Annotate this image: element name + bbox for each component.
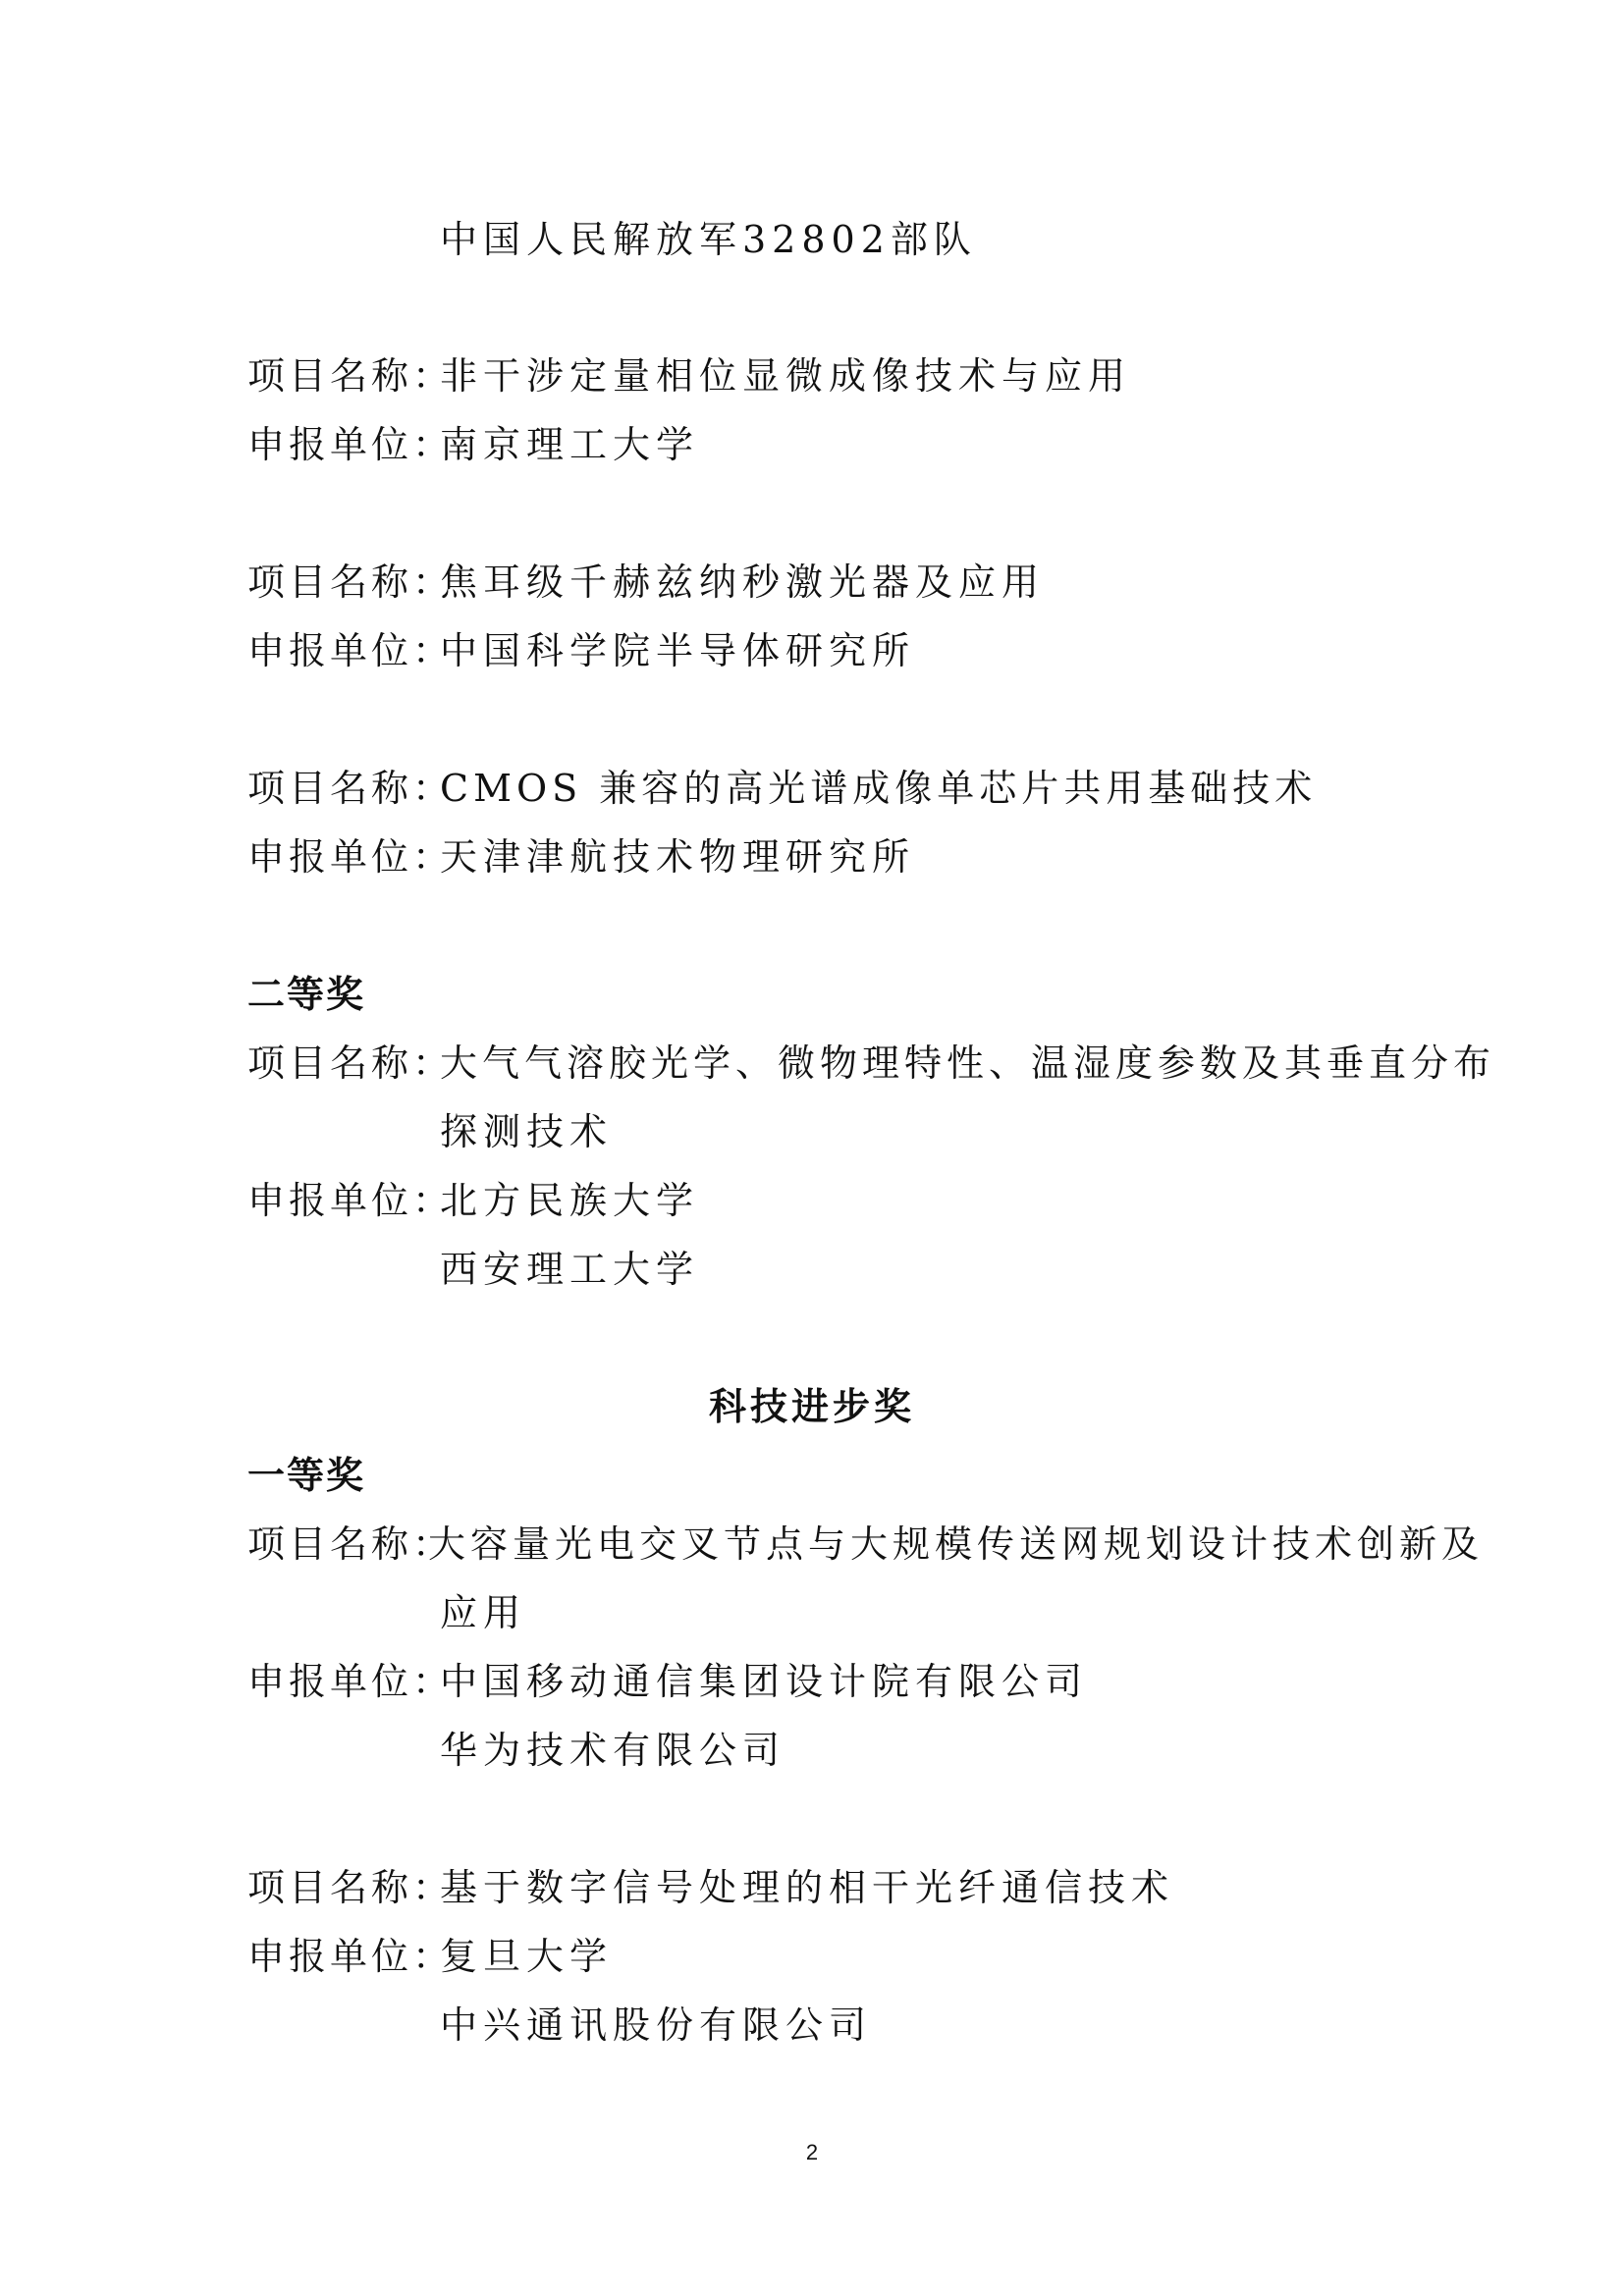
project-row bbox=[247, 558, 1045, 607]
applicant-name: 北方民族大学 bbox=[440, 1179, 700, 1222]
project-label: 项目名称： bbox=[247, 1866, 455, 1909]
project-label: 项目名称： bbox=[247, 1522, 455, 1566]
project-name: CMOS 兼容的高光谱成像单芯片共用基础技术 bbox=[440, 767, 1318, 810]
applicant-name: 南京理工大学 bbox=[440, 423, 700, 466]
applicant-name: 华为技术有限公司 bbox=[440, 1729, 786, 1772]
applicant-label: 申报单位： bbox=[247, 835, 455, 879]
project-name: 非干涉定量相位显微成像技术与应用 bbox=[440, 354, 1132, 398]
applicant-label: 申报单位： bbox=[247, 1660, 455, 1703]
project-name: 应用 bbox=[440, 1591, 527, 1634]
project-continuation bbox=[440, 1107, 613, 1156]
project-continuation bbox=[440, 1588, 526, 1637]
applicant-row bbox=[247, 626, 915, 675]
applicant-label: 申报单位： bbox=[247, 423, 455, 466]
applicant-row bbox=[247, 832, 915, 881]
page-number: 2 bbox=[805, 2140, 819, 2164]
applicant-name: 中国移动通信集团设计院有限公司 bbox=[440, 1660, 1089, 1703]
applicant-name: 西安理工大学 bbox=[440, 1248, 700, 1291]
project-label: 项目名称： bbox=[247, 1041, 455, 1085]
applicant-name: 天津津航技术物理研究所 bbox=[440, 835, 916, 879]
applicant-row bbox=[247, 420, 699, 469]
applicant-name: 中国人民解放军32802部队 bbox=[440, 218, 977, 261]
project-label: 项目名称： bbox=[247, 561, 455, 604]
applicant-continuation bbox=[440, 215, 977, 264]
applicant-continuation bbox=[440, 2001, 872, 2050]
project-row bbox=[247, 351, 1131, 400]
prize-heading: 二等奖 bbox=[247, 973, 366, 1016]
applicant-row bbox=[247, 1176, 699, 1225]
applicant-continuation bbox=[440, 1245, 699, 1294]
project-name: 基于数字信号处理的相干光纤通信技术 bbox=[440, 1866, 1175, 1909]
applicant-label: 申报单位： bbox=[247, 629, 455, 672]
project-label: 项目名称： bbox=[247, 354, 455, 398]
project-row bbox=[247, 1520, 1484, 1569]
applicant-continuation bbox=[440, 1726, 785, 1775]
prize-heading: 一等奖 bbox=[247, 1454, 366, 1497]
applicant-name: 中兴通讯股份有限公司 bbox=[440, 2003, 873, 2047]
project-name: 探测技术 bbox=[440, 1110, 614, 1153]
project-name: 大容量光电交叉节点与大规模传送网规划设计技术创新及 bbox=[428, 1522, 1485, 1566]
project-name: 大气气溶胶光学、微物理特性、温湿度参数及其垂直分布 bbox=[440, 1041, 1496, 1085]
applicant-label: 申报单位： bbox=[247, 1935, 455, 1978]
applicant-label: 申报单位： bbox=[247, 1179, 455, 1222]
project-row bbox=[247, 1863, 1174, 1912]
applicant-name: 中国科学院半导体研究所 bbox=[440, 629, 916, 672]
applicant-row bbox=[247, 1932, 613, 1981]
applicant-name: 复旦大学 bbox=[440, 1935, 614, 1978]
project-name: 焦耳级千赫兹纳秒激光器及应用 bbox=[440, 561, 1046, 604]
project-row bbox=[247, 1039, 1495, 1088]
section-title: 科技进步奖 bbox=[708, 1385, 915, 1428]
applicant-row bbox=[247, 1657, 1088, 1706]
project-row bbox=[247, 764, 1317, 813]
project-label: 项目名称： bbox=[247, 767, 455, 810]
